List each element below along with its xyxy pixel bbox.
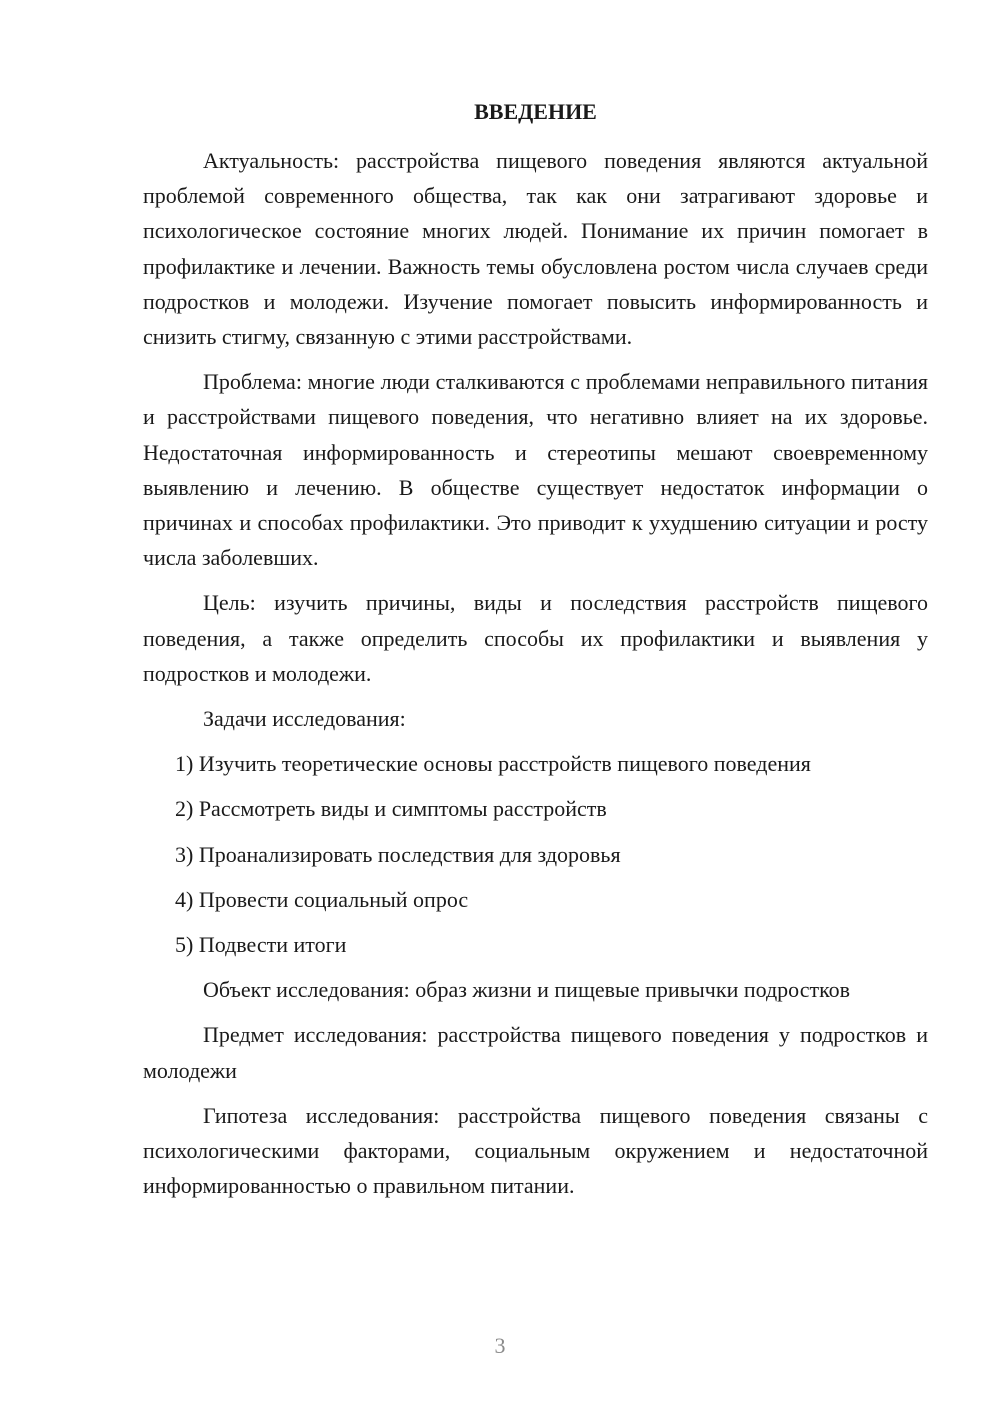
page-title: ВВЕДЕНИЕ xyxy=(474,99,597,124)
paragraph-object: Объект исследования: образ жизни и пищевые привычки подростков xyxy=(203,977,851,1003)
paragraph-relevance: Актуальность: расстройства пищевого поведения являются актуальной проблемой современного общества, так как они затрагивают здоровье и психологическое состояние многих людей. Понимание их причин помогает в профилактике и лечении. Важность темы обусловлена ростом числа случаев среди подростков и молодежи. Изучение помогает повысить информированность и снизить стигму, связанную с этими расстройствами. xyxy=(143,148,928,350)
list-item: 2) Рассмотреть виды и симптомы расстройств xyxy=(175,796,607,822)
list-item: 3) Проанализировать последствия для здоровья xyxy=(175,841,621,867)
list-item: 5) Подвести итоги xyxy=(175,932,347,958)
list-item: 1) Изучить теоретические основы расстройств пищевого поведения xyxy=(175,751,811,777)
tasks-list xyxy=(143,746,928,962)
page-number: 3 xyxy=(494,1333,506,1358)
paragraph-goal: Цель: изучить причины, виды и последствия расстройств пищевого поведения, а также определить способы их профилактики и выявления у подростков и молодежи. xyxy=(143,590,928,686)
paragraph-subject: Предмет исследования: расстройства пищевого поведения у подростков и молодежи xyxy=(143,1022,928,1083)
paragraph-hypothesis: Гипотеза исследования: расстройства пищевого поведения связаны с психологическими факторами, социальным окружением и недостаточной информированностью о правильном питании. xyxy=(143,1102,928,1199)
document-body xyxy=(143,143,928,1213)
paragraph-tasks-heading: Задачи исследования: xyxy=(203,706,406,732)
list-item: 4) Провести социальный опрос xyxy=(175,886,469,912)
paragraph-problem: Проблема: многие люди сталкиваются с проблемами неправильного питания и расстройствами пищевого поведения, что негативно влияет на их здоровье. Недостаточная информированность и стереотипы мешают своевременному выявлению и лечению. В обществе существует недостаток информации о причинах и способах профилактики. Это приводит к ухудшению ситуации и росту числа заболевших. xyxy=(143,369,928,571)
